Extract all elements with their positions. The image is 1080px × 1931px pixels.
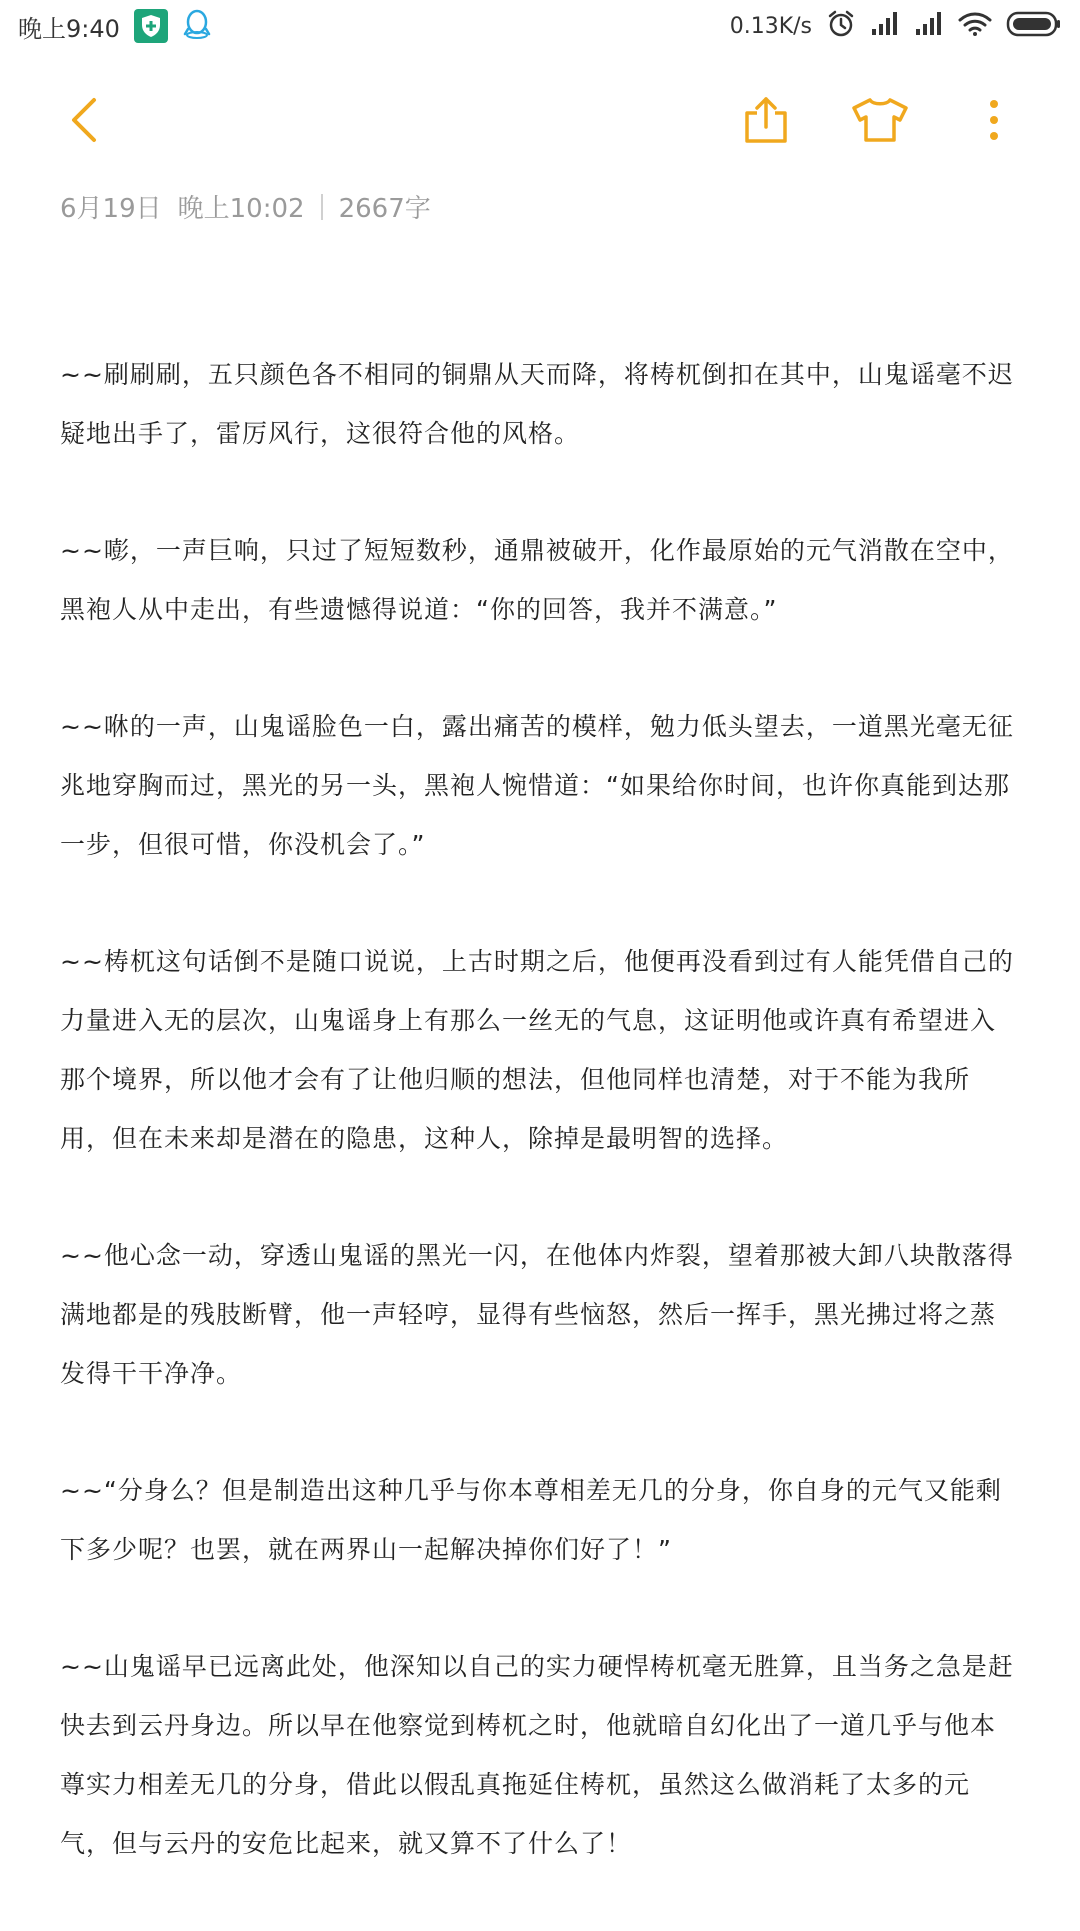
chevron-left-icon — [68, 96, 100, 144]
more-vertical-icon — [988, 98, 1000, 142]
paragraph: ~~刷刷刷，五只颜色各不相同的铜鼎从天而降，将梼杌倒扣在其中，山鬼谣毫不迟疑地出手了，雷厉风行，这很符合他的风格。 — [60, 360, 1014, 448]
theme-button[interactable] — [848, 92, 912, 148]
meta-divider — [321, 194, 323, 220]
paragraph: ~~他心念一动，穿透山鬼谣的黑光一闪，在他体内炸裂，望着那被大卸八块散落得满地都是的残肢断臂，他一声轻哼，显得有些恼怒，然后一挥手，黑光拂过将之蒸发得干干净净。 — [60, 1241, 1014, 1388]
status-time: 晚上9:40 — [18, 14, 120, 43]
paragraph: ~~山鬼谣早已远离此处，他深知以自己的实力硬悍梼杌毫无胜算，且当务之急是赶快去到云丹身边。所以早在他察觉到梼杌之时，他就暗自幻化出了一道几乎与他本尊实力相差无几的分身，借此以假乱真拖延住梼杌，虽然这么做消耗了太多的元气，但与云丹的安危比起来，就又算不了什么了！ — [60, 1652, 1014, 1858]
alarm-icon — [826, 9, 856, 43]
shield-icon — [134, 9, 168, 43]
note-time: 晚上10:02 — [177, 194, 305, 224]
tshirt-icon — [850, 96, 910, 144]
paragraph: ~~咻的一声，山鬼谣脸色一白，露出痛苦的模样，勉力低头望去，一道黑光毫无征兆地穿胸而过，黑光的另一头，黑袍人惋惜道：“如果给你时间，也许你真能到达那一步，但很可惜，你没机会了。” — [60, 712, 1014, 859]
status-right — [730, 9, 1062, 43]
back-button[interactable] — [58, 94, 110, 146]
wifi-icon — [958, 11, 992, 41]
toolbar — [0, 80, 1080, 160]
paragraph: ~~“分身么？但是制造出这种几乎与你本尊相差无几的分身，你自身的元气又能剩下多少呢？也罢，就在两界山一起解决掉你们好了！” — [60, 1476, 1002, 1564]
more-button[interactable] — [974, 92, 1014, 148]
qq-icon — [182, 7, 212, 45]
signal-icon — [870, 11, 900, 41]
note-date: 6月19日 — [60, 194, 162, 224]
status-left — [18, 7, 212, 45]
status-bar — [0, 0, 1080, 52]
paragraph: ~~嘭，一声巨响，只过了短短数秒，通鼎被破开，化作最原始的元气消散在空中，黑袍人从中走出，有些遗憾得说道：“你的回答，我并不满意。” — [60, 536, 1014, 624]
word-count: 2667字 — [338, 194, 431, 224]
signal-icon — [914, 11, 944, 41]
note-body[interactable] — [60, 345, 1020, 1931]
net-speed: 0.13K/s — [729, 13, 812, 39]
share-button[interactable] — [738, 92, 794, 148]
battery-icon — [1006, 10, 1062, 42]
share-icon — [741, 95, 791, 145]
paragraph: ~~梼杌这句话倒不是随口说说，上古时期之后，他便再没看到过有人能凭借自己的力量进入无的层次，山鬼谣身上有那么一丝无的气息，这证明他或许真有希望进入那个境界，所以他才会有了让他归顺的想法，但他同样也清楚，对于不能为我所用，但在未来却是潜在的隐患，这种人，除掉是最明智的选择。 — [60, 947, 1014, 1153]
note-meta — [60, 188, 431, 225]
